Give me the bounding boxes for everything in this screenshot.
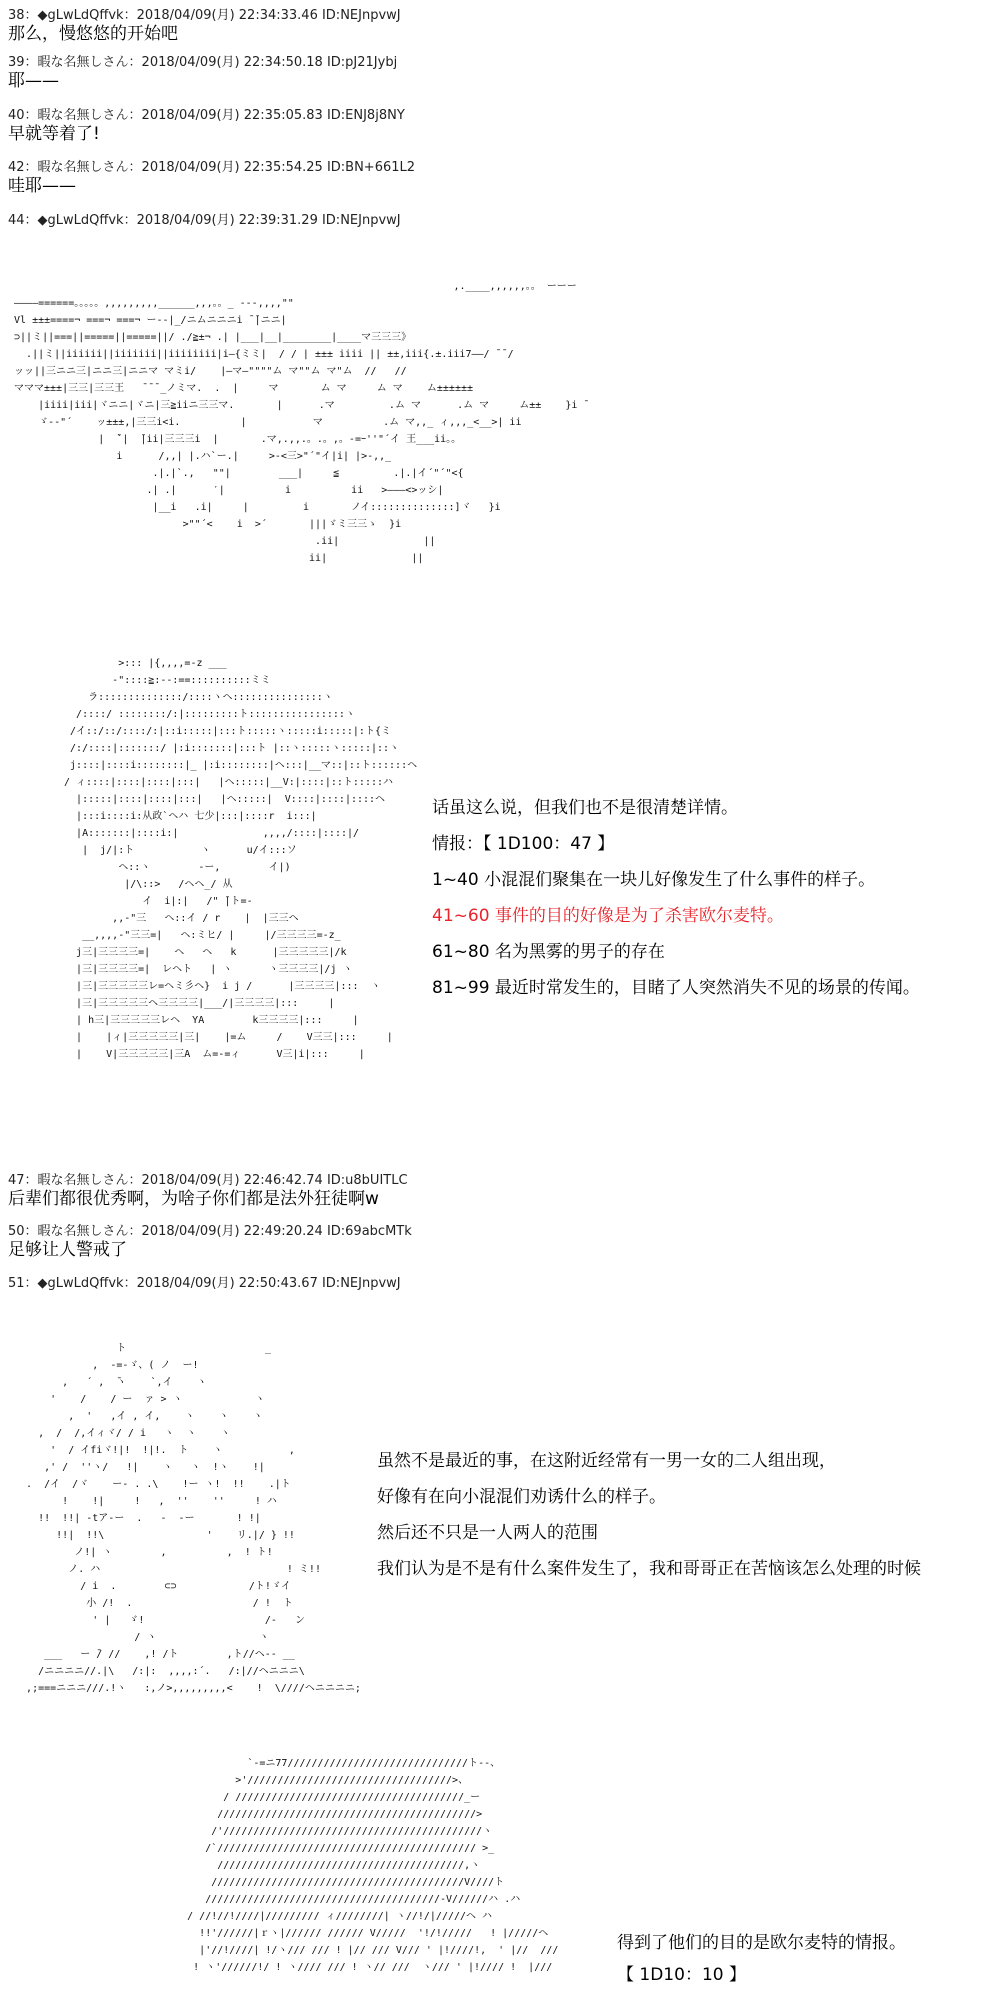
post-39 bbox=[8, 55, 397, 92]
dialog-line: 【 1D10：10 】 bbox=[617, 1965, 746, 1985]
post-header: 47：暇な名無しさん：2018/04/09(月) 22:46:42.74 ID:u8bUITLC bbox=[8, 1173, 408, 1188]
post-text: 耶—— bbox=[8, 71, 59, 91]
dialog-line-highlight: 41~60 事件的目的好像是为了杀害欧尔麦特。 bbox=[432, 906, 784, 926]
dialog-line: 我们认为是不是有什么案件发生了，我和哥哥正在苦恼该怎么处理的时候 bbox=[377, 1559, 921, 1579]
dialog-line: 然后还不只是一人两人的范围 bbox=[377, 1523, 598, 1543]
post-44 bbox=[8, 213, 401, 229]
post-50 bbox=[8, 1224, 412, 1261]
post-40 bbox=[8, 108, 405, 145]
post-47 bbox=[8, 1173, 408, 1210]
post-text: 后辈们都很优秀啊，为啥子你们都是法外狂徒啊w bbox=[8, 1189, 379, 1209]
post-header: 38：◆gLwLdQffvk：2018/04/09(月) 22:34:33.46 ID:NEJnpvwJ bbox=[8, 8, 401, 23]
post-38 bbox=[8, 8, 401, 45]
post-header: 39：暇な名無しさん：2018/04/09(月) 22:34:50.18 ID:pJ21Jybj bbox=[8, 55, 398, 70]
post-header: 50：暇な名無しさん：2018/04/09(月) 22:49:20.24 ID:69abcMTk bbox=[8, 1224, 412, 1239]
ascii-art-boy: >::: |{,,,,=-z ___ -"::::≧:--:==::::::::::ミミ ラ::::::::::::::/::::ヽヘ:::::::::::::::ヽ /::::/ ::::::::/:|:::::::::ト::::::::::::::::ヽ /イ::/::/::::/:|::i:::::|:::ト:::::ヽ:::::i:::::|:ト{ミ /:/::::|:::::::/ |:i:::::::|:::ト |::ヽ:::::ヽ:::::|::ヽ j::::|::::i::::::::|_ |:i::::::::|ヘ:::|__マ::|::ト::::::ヘ / ィ::::|::::|::::|:::| |ヘ:::::|__V:|::::|::ト:::::ハ |:::::|::::|::::|:::| |ヘ:::::| V::::|::::|::::ヘ |:::i::::i:从政`ヘハ 七少|:::|::::r i:::| |A:::::::|::::i:| ,,,,/::::|::::|/ | j/|:ト ヽ u/イ:::ソ ヘ::ヽ -ー, イ|) |/\::> /ヘヘ_/ 从 イ i|:| /" ̄|ト=- ,,-"三 ヘ::イ / r | |三三ヘ __,,,,-"三三=| ヘ:ミヒ/ | |/三三三三=-z_ j三|三三三三=| ヘ ヘ k |三三三三三|/k |三|三三三三=| レヘト | ヽ ヽ三三三三|/j ヽ |三|三三三三三レ=ヘミ彡ヘ} i j / |三三三三|::: ヽ |三|三三三三三ヘ三三三三|___/|三三三三|::: | | h三|三三三三三レヘ YA k三三三三|::: | | |ィ|三三三三三|三| |=ム / V三三|::: | | V|三三三三三|三A ム=-=ィ V三|i|::: | bbox=[64, 658, 418, 1060]
dialog-line: 1~40 小混混们聚集在一块儿好像发生了什么事件的样子。 bbox=[432, 870, 876, 890]
ascii-art-girl: ト _ , -=-ゞ、( ノ ー! , ´ , ̄ヽ `,イ ヽ ' / / ー ァ > ヽ ヽ , ' ,イ , イ, ヽ ヽ ヽ , / /,イィヾ/ / i ヽ ヽ ヽ ' / イfiヾ!|! !|!. ト ヽ , ,' / ''ヽ/ !| ヽ ヽ !ヽ !| . /イ /ヾ ー- . .\ !ー ヽ! !! .|ト ! !| ! , '' '' ! ハ !! !!| -tア-ー . - -ー ! !| !!| !!\ ' リ.|/ } !! ノ!| ヽ , , ! ト! ノ. ハ ! ミ!! / i . ⊂⊃ /ト!ゞイ 小 /! . / ! ト ' | ゞ! /- ン / ヽ ヽ ___ ー ̄/ // ,! /ト ,ト//ヘ-- __ /ニニニニ//.|\ /:|: ,,,,:´. /:|//ヘニニニ\ ,;===ニニニ///.!ヽ :,ノ>,,,,,,,,,< ! \////ヘニニニニ; bbox=[26, 1343, 361, 1694]
dialog-line: 得到了他们的目的是欧尔麦特的情报。 bbox=[617, 1933, 906, 1953]
dialog-line: 情报：【 1D100：47 】 bbox=[432, 834, 615, 854]
dialog-conclusion bbox=[617, 1932, 906, 2000]
dialog-line: 好像有在向小混混们劝诱什么的样子。 bbox=[377, 1487, 666, 1507]
dialog-line: 虽然不是最近的事，在这附近经常有一男一女的二人组出现， bbox=[377, 1451, 836, 1471]
dialog-report bbox=[377, 1450, 921, 1594]
ascii-art-scene3: `-=ニ77//////////////////////////////ト--、 >'//////////////////////////////////>、 / //////////////////////////////////////_ー ///////////////////////////////////////////> /'///////////////////////////////////////////ヽ /`/////////////////////////////////////////// >_ /////////////////////////////////////////,ヽ //////////////////////////////////////////V////ト ///////////////////////////////////////-V//////ハ .ハ / //!//!////|///////// ィ////////| ヽ//!/|/////ヘ ハ !!'//////|ｒヽ|////// ////// V///// '!/!///// ! |/////ヘ |'//!////| !/ヽ/// /// ! |// /// V/// ' |!////!, ' |// /// ! ヽ'//////!/ ! ヽ//// /// ! ヽ// /// ヽ/// ' |!//// ! |/// bbox=[187, 1758, 559, 1973]
post-text: 哇耶—— bbox=[8, 176, 76, 196]
post-header: 42：暇な名無しさん：2018/04/09(月) 22:35:54.25 ID:BN+661L2 bbox=[8, 160, 416, 175]
post-header: 44：◆gLwLdQffvk：2018/04/09(月) 22:39:31.29 ID:NEJnpvwJ bbox=[8, 213, 401, 228]
post-text: 那么，慢悠悠的开始吧 bbox=[8, 24, 178, 44]
dialog-info bbox=[432, 797, 920, 1013]
post-text: 早就等着了! bbox=[8, 124, 100, 144]
post-42 bbox=[8, 160, 415, 197]
post-header: 40：暇な名無しさん：2018/04/09(月) 22:35:05.83 ID:ENJ8j8NY bbox=[8, 108, 405, 123]
ascii-art-street-scene: ,.____,,,,,,。。 ーーー ――――======。。。。。,,,,,,,,,______,,,。。_ ---,,,,"" Vl ±±±====¬ ===¬ ===¬ ー--|_/ニムニニニi ̄ ̄|ニニ| ⊃||ミ||===||=====||=====||/ ./≧±¬ .| |___|__|________|____マ三三三》 .||ミ||iiiiii||iiiiiii||iiiiiiii|i―{ミミ| / / | ±±± iiii || ±±,iii{.±.iii7――/ ̄ ̄ / ッッ||三ニニ三|ニニ三|ニニマ マミi/ |―マ―""""ム マ""ム マ"ム // // マママ±±±|三三|三三王 ̄ ̄ ̄ _ノミマ. . | マ ム マ ム マ ム±±±±±± |iiii|iii|ヾニニ|ヾニ|三≧iiニ三三マ. | .マ .ム マ .ム マ ム±± }i ̄ ゞ-‐"´ ッ±±±,|三三i<i. | マ .ム マ,,_ ィ,,,_<__>| ii | ̄`| ̄|ii|三三三i | .マ,.,,.。.。,。-=ｰ''"´イ 王___ii。。 i /,,| |.ハ`ー.| >-<三>"´"イ|i| |>-,,_ .|.|`., ""| ___| ≦ .|.|イ´"´"<{ .| .| ′| i ii >―――<>ッシ| |__i .i| | i ノイ::::::::::::::]ヾ }i >""´< i >´ |||ゞミ三三ゝ }i .ii| || ii| || bbox=[14, 281, 584, 564]
dialog-line: 81~99 最近时常发生的，目睹了人突然消失不见的场景的传闻。 bbox=[432, 978, 920, 998]
dialog-line: 话虽这么说，但我们也不是很清楚详情。 bbox=[432, 798, 738, 818]
dialog-line: 61~80 名为黑雾的男子的存在 bbox=[432, 942, 665, 962]
post-text: 足够让人警戒了 bbox=[8, 1240, 127, 1260]
post-51 bbox=[8, 1276, 401, 1292]
post-header: 51：◆gLwLdQffvk：2018/04/09(月) 22:50:43.67 ID:NEJnpvwJ bbox=[8, 1276, 401, 1291]
